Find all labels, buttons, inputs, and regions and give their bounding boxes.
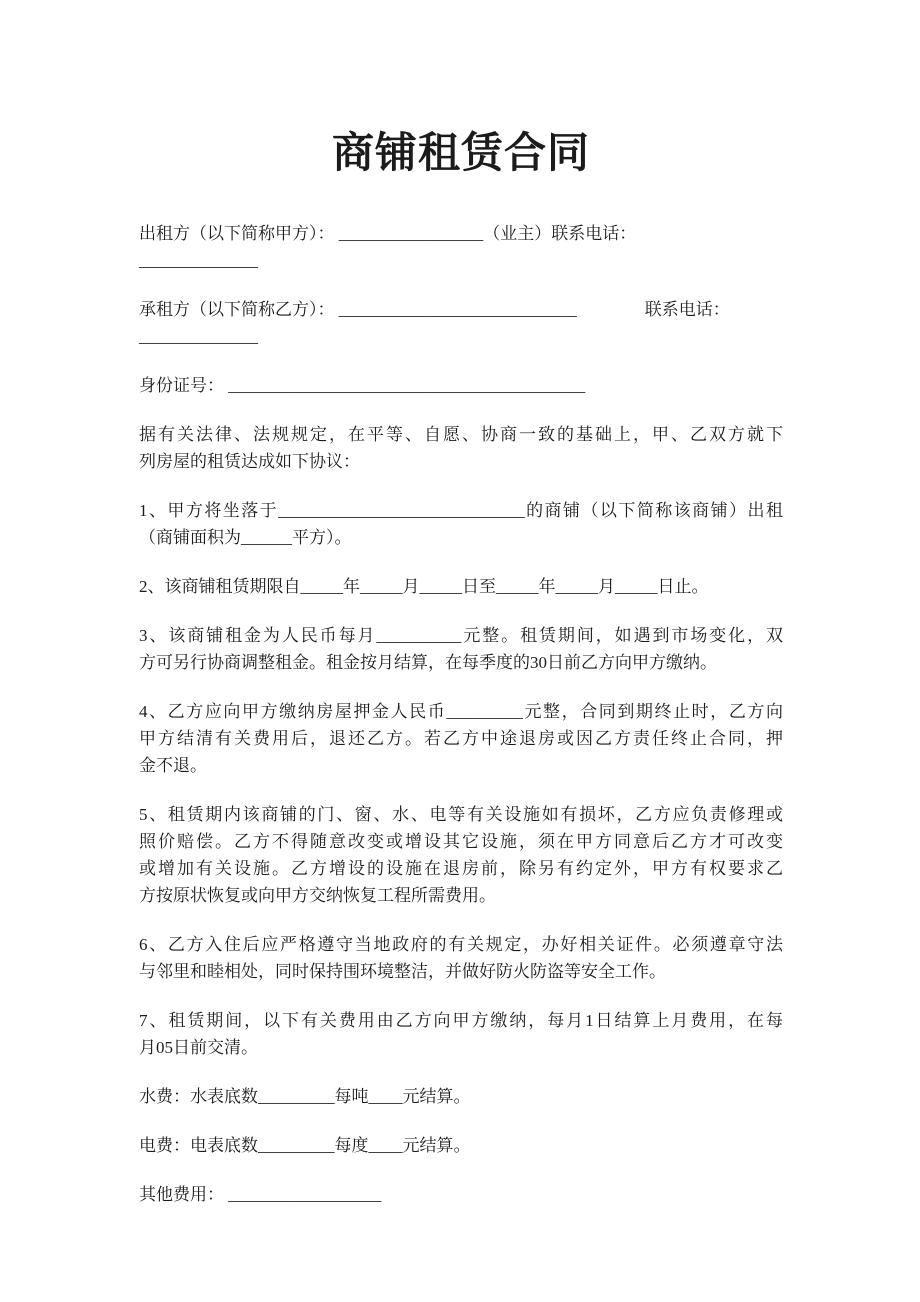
lessee-info-line: 承租方（以下简称乙方）： ____________________________ 联系电话： — [139, 300, 730, 319]
clause-1 — [139, 497, 783, 551]
clause-7 — [139, 1007, 783, 1061]
water-fee-line: 水费：水表底数_________每吨____元结算。 — [139, 1087, 471, 1106]
electricity-fee-line: 电费：电表底数_________每度____元结算。 — [139, 1136, 471, 1155]
lessee-info — [139, 296, 783, 350]
clause-5-line: 5、租赁期内该商铺的门、窗、水、电等有关设施如有损坏，乙方应负责修理或 — [139, 805, 783, 824]
lessor-info-line: 出租方（以下简称甲方）： _________________（业主）联系电话： — [139, 224, 637, 243]
document-title: 商铺租赁合同 — [331, 131, 590, 177]
other-fee — [139, 1181, 783, 1208]
preamble-line: 列房屋的租赁达成如下协议： — [139, 452, 360, 471]
clause-6-line: 与邻里和睦相处，同时保持围环境整洁，并做好防火防盗等安全工作。 — [139, 962, 666, 981]
clause-4-line: 甲方结清有关费用后，退还乙方。若乙方中途退房或因乙方责任终止合同，押 — [139, 729, 783, 748]
lessor-info-line: ______________ — [139, 251, 258, 270]
preamble-line: 据有关法律、法规规定，在平等、自愿、协商一致的基础上，甲、乙双方就下 — [139, 425, 783, 444]
clause-5-line: 照价赔偿。乙方不得随意改变或增设其它设施，须在甲方同意后乙方才可改变 — [139, 832, 783, 851]
clause-2-line: 2、该商铺租赁期限自_____年_____月_____日至_____年_____月_____日止。 — [139, 577, 709, 596]
water-fee — [139, 1083, 783, 1110]
document-body — [139, 220, 783, 1208]
clause-2 — [139, 573, 783, 600]
clause-5-line: 或增加有关设施。乙方增设的设施在退房前，除另有约定外，甲方有权要求乙 — [139, 859, 783, 878]
clause-4 — [139, 698, 783, 779]
clause-3-line: 方可另行协商调整租金。租金按月结算，在每季度的30日前乙方向甲方缴纳。 — [139, 653, 717, 672]
electricity-fee — [139, 1132, 783, 1159]
id-number — [139, 372, 783, 399]
clause-1-line: （商铺面积为______平方）。 — [139, 528, 352, 547]
clause-3 — [139, 622, 783, 676]
clause-4-line: 4、乙方应向甲方缴纳房屋押金人民币_________元整，合同到期终止时，乙方向 — [139, 702, 783, 721]
clause-6 — [139, 931, 783, 985]
lessee-info-line: ______________ — [139, 327, 258, 346]
clause-1-line: 1、甲方将坐落于_____________________________的商铺（以下简称该商铺）出租 — [139, 501, 783, 520]
clause-4-line: 金不退。 — [139, 756, 207, 775]
clause-3-line: 3、该商铺租金为人民币每月__________元整。租赁期间，如遇到市场变化，双 — [139, 626, 783, 645]
clause-5 — [139, 801, 783, 909]
clause-5-line: 方按原状恢复或向甲方交纳恢复工程所需费用。 — [139, 886, 496, 905]
lessor-info — [139, 220, 783, 274]
id-number-line: 身份证号： __________________________________________ — [139, 376, 586, 395]
clause-6-line: 6、乙方入住后应严格遵守当地政府的有关规定，办好相关证件。必须遵章守法 — [139, 935, 783, 954]
clause-7-line: 7、租赁期间，以下有关费用由乙方向甲方缴纳，每月1日结算上月费用，在每 — [139, 1011, 783, 1030]
preamble — [139, 421, 783, 475]
other-fee-line: 其他费用： __________________ — [139, 1185, 382, 1204]
clause-7-line: 月05日前交清。 — [139, 1038, 258, 1057]
